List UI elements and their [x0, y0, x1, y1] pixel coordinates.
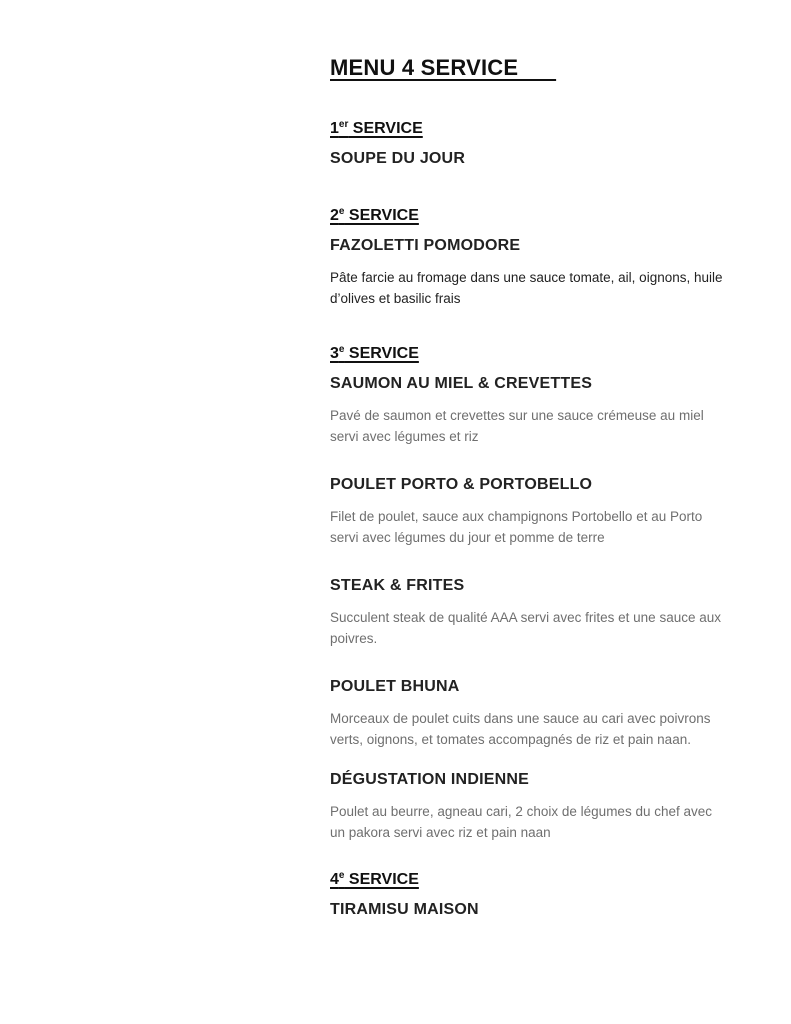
service-heading-1 [330, 120, 423, 138]
dish-tiramisu: TIRAMISU MAISON [330, 901, 479, 918]
dish-saumon-name: SAUMON AU MIEL & CREVETTES [330, 375, 593, 392]
service-heading-3 [330, 345, 419, 363]
service-suffix: e [338, 344, 345, 355]
service-number: 1 [330, 120, 339, 137]
dish-fazoletti-name: FAZOLETTI POMODORE [330, 237, 521, 254]
service-number: 2 [330, 207, 339, 224]
dish-saumon-description: Pavé de saumon et crevettes sur une sauce crémeuse au miel servi avec légumes et riz [330, 408, 704, 444]
dish-fazoletti-description: Pâte farcie au fromage dans une sauce tomate, ail, oignons, huile d’olives et basilic frais [330, 270, 723, 306]
service-heading-2 [330, 207, 419, 225]
dish-steak-name: STEAK & FRITES [330, 577, 465, 594]
service-number: 4 [330, 871, 339, 888]
dish-steak-description: Succulent steak de qualité AAA servi avec frites et une sauce aux poivres. [330, 610, 721, 646]
service-number: 3 [330, 345, 339, 362]
service-suffix: er [338, 119, 349, 130]
menu-title: MENU 4 SERVICE [330, 55, 557, 80]
dish-bhuna-description: Morceaux de poulet cuits dans une sauce au cari avec poivrons verts, oignons, et tomates accompagnés de riz et pain naan. [330, 711, 711, 747]
service-heading-4 [330, 871, 419, 889]
dish-degustation-name: DÉGUSTATION INDIENNE [330, 771, 529, 788]
dish-degustation-description: Poulet au beurre, agneau cari, 2 choix de légumes du chef avec un pakora servi avec riz et pain naan [330, 804, 712, 840]
service-label: SERVICE [344, 207, 419, 224]
service-label: SERVICE [344, 871, 419, 888]
service-suffix: e [338, 206, 345, 217]
dish-poulet-porto-description: Filet de poulet, sauce aux champignons Portobello et au Porto servi avec légumes du jour et pomme de terre [330, 509, 703, 545]
dish-soupe-du-jour: SOUPE DU JOUR [330, 150, 466, 167]
service-label: SERVICE [348, 120, 423, 137]
dish-bhuna-name: POULET BHUNA [330, 678, 460, 695]
service-label: SERVICE [344, 345, 419, 362]
dish-poulet-porto-name: POULET PORTO & PORTOBELLO [330, 476, 593, 493]
service-suffix: e [338, 870, 345, 881]
